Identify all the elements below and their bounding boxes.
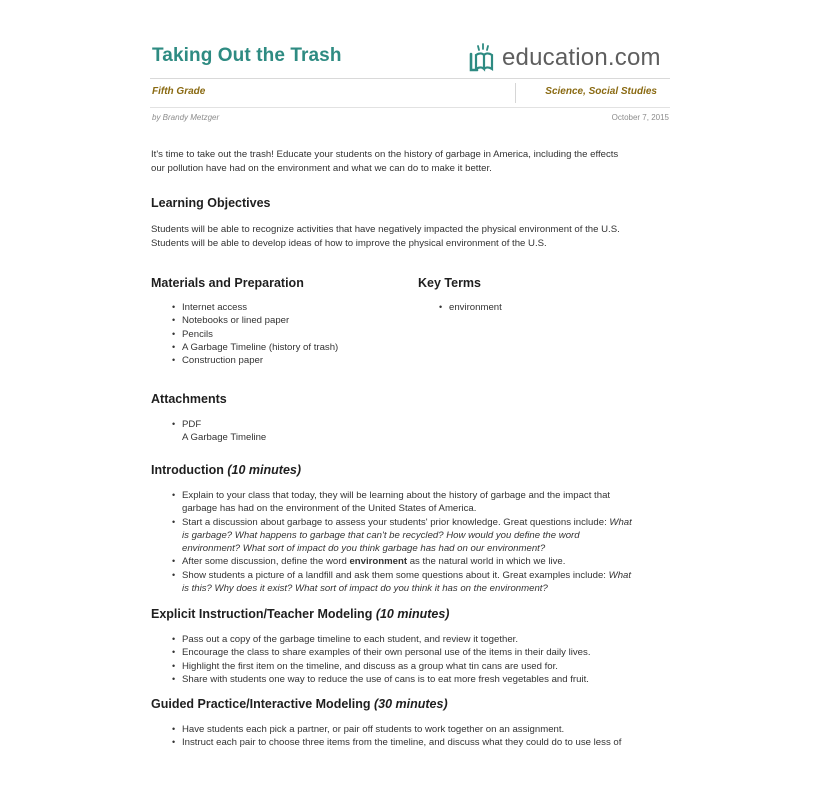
learning-objectives-text: Students will be able to recognize activities that have negatively impacted the physical environment of the U.S. Students will be able to develop ideas of how to improve the physical environment of the U.S. <box>151 224 620 249</box>
materials-list <box>172 301 338 367</box>
grade-label: Fifth Grade <box>152 86 206 97</box>
list-item: • Notebooks or lined paper <box>172 314 338 327</box>
list-item[interactable]: • A Garbage Timeline (history of trash) <box>172 341 338 354</box>
guided-practice-heading: Guided Practice/Interactive Modeling (30 minutes) <box>151 697 448 711</box>
meta-divider <box>515 83 516 103</box>
explicit-instruction-heading: Explicit Instruction/Teacher Modeling (10 minutes) <box>151 607 450 621</box>
learning-objectives-heading: Learning Objectives <box>151 196 271 210</box>
introduction-list <box>172 489 632 595</box>
education-book-icon <box>467 42 501 74</box>
list-item: • Show students a picture of a landfill and ask them some questions about it. Great examples include: What is this? Why does it exist? What sort of impact do you think it has on the environment? <box>172 569 632 596</box>
attachment-link[interactable]: A Garbage Timeline <box>182 432 267 443</box>
guided-practice-list <box>172 723 621 750</box>
list-item: • After some discussion, define the word environment as the natural world in which we live. <box>172 555 632 568</box>
list-item: • Instruct each pair to choose three items from the timeline, and discuss what they could do to use less of <box>172 736 621 749</box>
subject-label: Science, Social Studies <box>545 86 657 97</box>
list-item: • Encourage the class to share examples of their own personal use of the items in their daily lives. <box>172 646 590 659</box>
intro-paragraph: It's time to take out the trash! Educate your students on the history of garbage in America, including the effects our pollution have had on the environment and what we can do to make it better. <box>151 149 619 174</box>
author-label: by Brandy Metzger <box>152 113 220 122</box>
materials-heading: Materials and Preparation <box>151 276 304 290</box>
list-item: • Internet access <box>172 301 338 314</box>
list-item: • Explain to your class that today, they will be learning about the history of garbage and the impact that garbage has had on the environment of the United States of America. <box>172 489 632 516</box>
introduction-heading: Introduction (10 minutes) <box>151 463 302 477</box>
list-item: • Pencils <box>172 328 338 341</box>
list-item: • Highlight the first item on the timeline, and discuss as a group what tin cans are used for. <box>172 660 590 673</box>
meta-divider-line <box>150 107 670 108</box>
logo-wordmark: education.com <box>502 44 661 71</box>
key-terms-list <box>439 301 502 314</box>
list-item: • Share with students one way to reduce the use of cans is to eat more fresh vegetables and fruit. <box>172 673 590 686</box>
list-item: • environment <box>439 301 502 314</box>
attachments-list <box>172 418 201 431</box>
date-label: October 7, 2015 <box>611 113 669 122</box>
attachments-heading: Attachments <box>151 392 227 406</box>
education-logo[interactable] <box>467 42 661 74</box>
list-item: • Have students each pick a partner, or pair off students to work together on an assignment. <box>172 723 621 736</box>
header-divider <box>150 78 670 79</box>
list-item: • Start a discussion about garbage to assess your students' prior knowledge. Great questions include: What is garbage? What happens to garbage that can't be recycled? How would you define the word environment? What sort of impact do you think garbage has had on our environment? <box>172 516 632 556</box>
attachment-item[interactable]: • PDF <box>172 418 201 431</box>
list-item: • Pass out a copy of the garbage timeline to each student, and review it together. <box>172 633 590 646</box>
key-terms-heading: Key Terms <box>418 276 481 290</box>
page-title: Taking Out the Trash <box>152 45 342 66</box>
list-item: • Construction paper <box>172 354 338 367</box>
explicit-instruction-list <box>172 633 590 686</box>
